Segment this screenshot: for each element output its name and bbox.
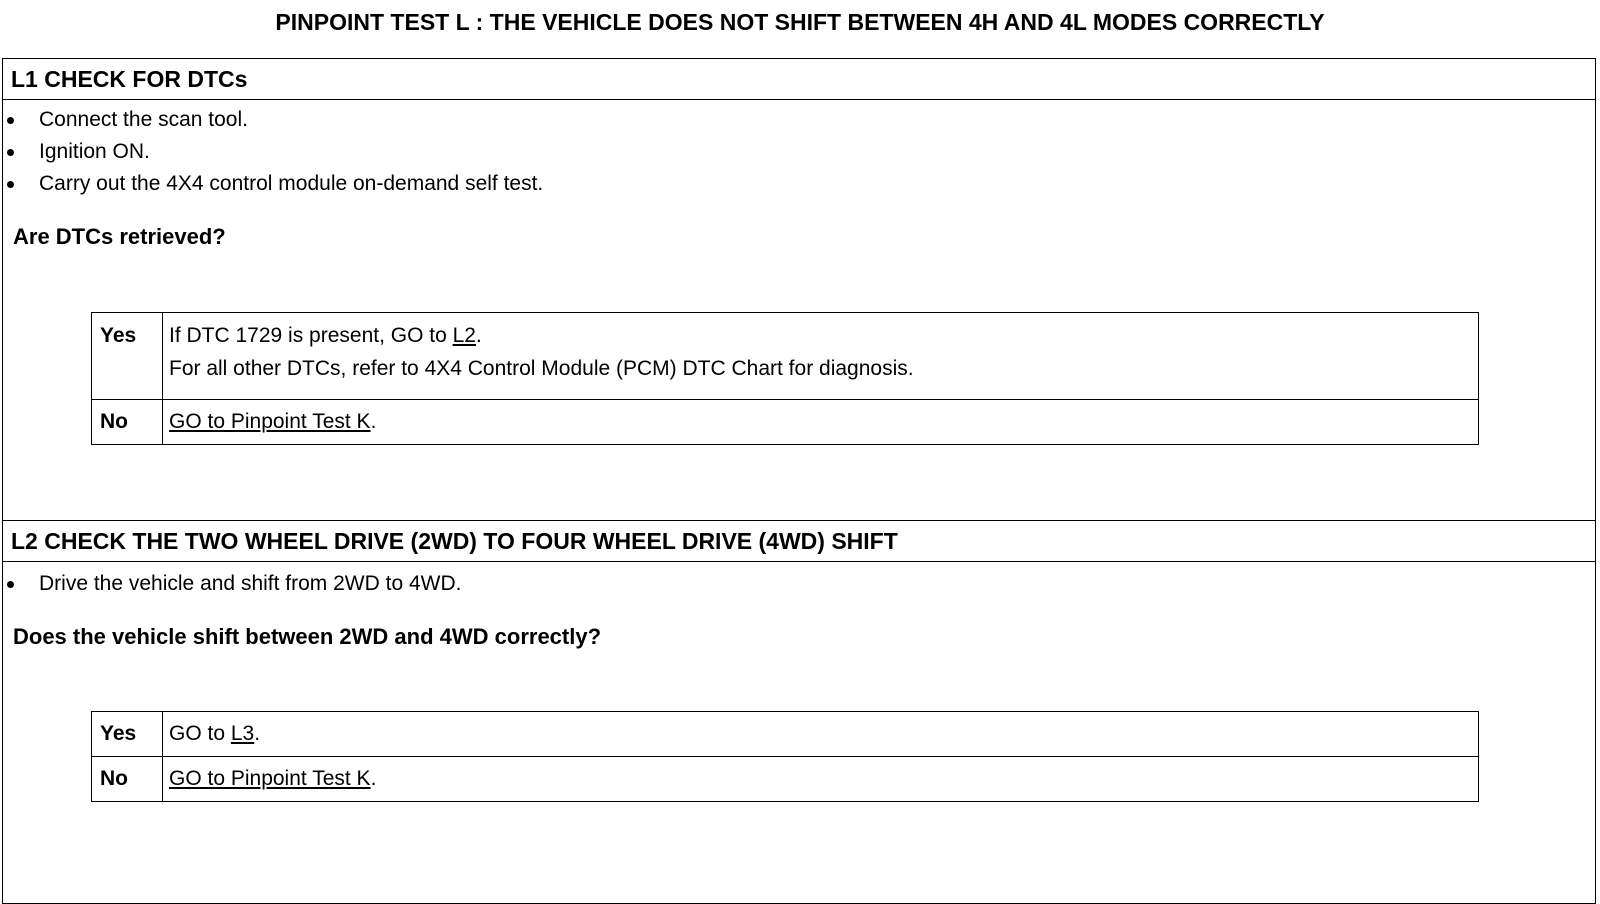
action-item — [3, 104, 1595, 136]
link-pinpoint-test-k[interactable]: GO to Pinpoint Test K — [169, 767, 371, 790]
link-l3[interactable]: L3 — [230, 722, 255, 745]
answer-key-no: No — [92, 757, 163, 802]
answer-text-no — [163, 757, 1479, 802]
answer-text: . — [370, 767, 377, 790]
answer-text-yes — [163, 313, 1479, 400]
answer-text-no — [163, 400, 1479, 445]
action-text: Carry out the 4X4 control module on-demand self test. — [39, 172, 544, 195]
answer-row-no — [92, 400, 1479, 445]
answer-text: If DTC 1729 is present, GO to — [169, 324, 453, 347]
answer-line: For all other DTCs, refer to 4X4 Control Module (PCM) DTC Chart for diagnosis. — [169, 357, 914, 380]
page-title: PINPOINT TEST L : THE VEHICLE DOES NOT SHIFT BETWEEN 4H AND 4L MODES CORRECTLY — [275, 9, 1325, 35]
question: Are DTCs retrieved? — [13, 224, 226, 249]
answer-text: GO to — [169, 722, 231, 745]
answer-text: . — [254, 722, 261, 745]
answer-table — [91, 312, 1479, 445]
step-l1 — [2, 58, 1596, 521]
answer-row-yes — [92, 313, 1479, 400]
action-item — [3, 168, 1595, 200]
action-list — [3, 104, 1595, 200]
action-text: Ignition ON. — [39, 140, 150, 163]
step-l2 — [2, 520, 1596, 904]
bullet-icon — [7, 181, 14, 188]
answer-table — [91, 711, 1479, 802]
action-text: Drive the vehicle and shift from 2WD to 4WD. — [39, 572, 462, 595]
action-item — [3, 136, 1595, 168]
step-heading: L1 CHECK FOR DTCs — [3, 59, 1595, 100]
answer-row-yes — [92, 712, 1479, 757]
question: Does the vehicle shift between 2WD and 4WD correctly? — [13, 624, 602, 649]
bullet-icon — [7, 149, 14, 156]
link-pinpoint-test-k[interactable]: GO to Pinpoint Test K — [169, 410, 371, 433]
action-list — [3, 568, 1595, 600]
step-heading: L2 CHECK THE TWO WHEEL DRIVE (2WD) TO FOUR WHEEL DRIVE (4WD) SHIFT — [3, 521, 1595, 562]
answer-text-yes — [163, 712, 1479, 757]
answer-line — [169, 319, 1472, 352]
bullet-icon — [7, 117, 14, 124]
action-text: Connect the scan tool. — [39, 108, 248, 131]
answer-text: . — [370, 410, 377, 433]
answer-key-no: No — [92, 400, 163, 445]
bullet-icon — [7, 581, 14, 588]
answer-text: . — [475, 324, 482, 347]
answer-key-yes: Yes — [92, 712, 163, 757]
link-l2[interactable]: L2 — [452, 324, 476, 347]
answer-row-no — [92, 757, 1479, 802]
answer-key-yes: Yes — [92, 313, 163, 400]
action-item — [3, 568, 1595, 600]
